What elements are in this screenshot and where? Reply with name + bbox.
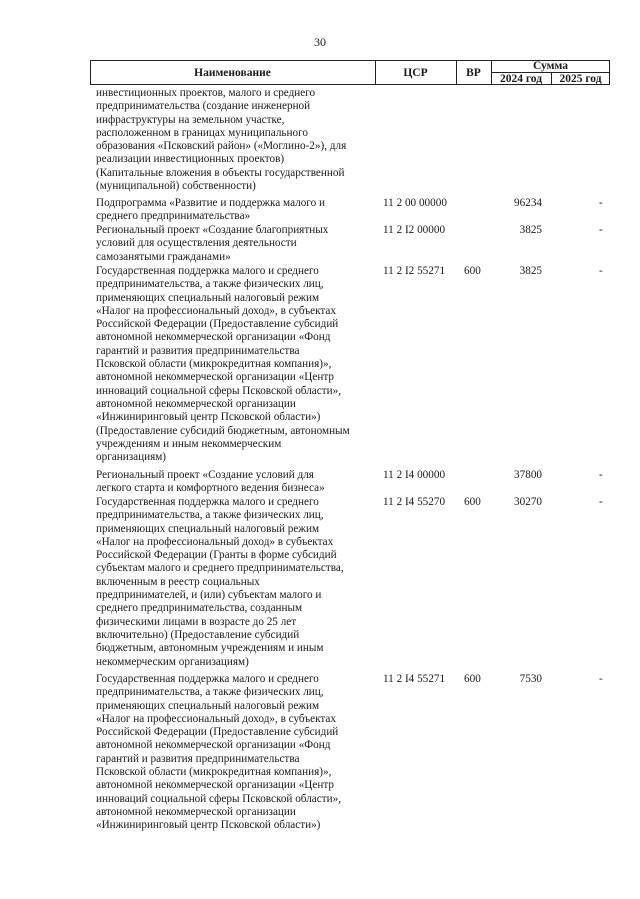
row-name-line: Региональный проект «Создание условий для xyxy=(96,469,314,481)
row-name-line: автономной некоммерческой организации «Фонд xyxy=(96,739,331,752)
row-name-line: легкого старта и комфортного ведения бизнеса» xyxy=(96,482,325,495)
row-amount-2024: 3825 xyxy=(519,224,542,236)
row-name-line: инфраструктуры на земельном участке, xyxy=(96,113,285,126)
row-name-line: Псковской области (микрокредитная компания)», xyxy=(96,766,332,779)
row-name-line: автономной некоммерческой организации «Центр xyxy=(96,371,334,384)
row-name-line: «Инжиниринговый центр Псковской области») xyxy=(96,411,321,424)
header-sum: Сумма xyxy=(533,60,568,72)
row-name-line: инноваций социальной сферы Псковской области», xyxy=(96,384,342,397)
row-vr: 600 xyxy=(464,496,481,508)
row-amount-2025: - xyxy=(599,265,603,277)
row-amount-2024: 37800 xyxy=(514,469,542,481)
row-name-line: Государственная поддержка малого и среднего xyxy=(96,265,319,277)
row-name-line: условий для осуществления деятельности xyxy=(96,237,297,250)
row-csr: 11 2 I2 00000 xyxy=(383,224,446,236)
row-csr: 11 2 I4 55271 xyxy=(383,673,446,685)
row-name-line: (муниципальной) собственности) xyxy=(96,180,256,193)
row-csr: 11 2 I4 55270 xyxy=(383,496,446,508)
row-name-line: учреждениям и иным некоммерческим xyxy=(96,437,282,450)
row-name-line: Подпрограмма «Развитие и поддержка малого и xyxy=(96,197,325,209)
row-name-line: среднего предпринимательства, созданным xyxy=(96,602,303,615)
row-amount-2025: - xyxy=(599,469,603,481)
row-name-line: некоммерческим организациям) xyxy=(96,655,249,668)
row-name-line: включительно) (Предоставление субсидий xyxy=(96,628,300,641)
header-name: Наименование xyxy=(194,67,271,79)
header-year-2024: 2024 год xyxy=(499,73,543,85)
row-amount-2025: - xyxy=(599,496,603,508)
row-name-line: применяющих специальный налоговый режим xyxy=(96,522,320,535)
row-name-line: «Налог на профессиональный доход», в субъектах xyxy=(96,304,336,317)
row-name-line: физическими лицами в возрасте до 25 лет xyxy=(96,615,297,628)
row-name-line: Псковской области (микрокредитная компания)», xyxy=(96,358,332,371)
row-amount-2024: 96234 xyxy=(514,197,542,209)
row-csr: 11 2 I2 55271 xyxy=(383,265,446,277)
row-name-line: предпринимательства, а также физических лиц, xyxy=(96,278,324,291)
row-name-line: образования «Псковский район» («Моглино-2»), для xyxy=(96,140,347,153)
row-amount-2024: 30270 xyxy=(514,496,542,508)
row-name-line: реализации инвестиционных проектов) xyxy=(96,153,285,166)
row-vr: 600 xyxy=(464,673,481,685)
row-name-line: организациям) xyxy=(96,451,167,464)
row-amount-2025: - xyxy=(599,673,603,685)
row-vr: 600 xyxy=(464,265,481,277)
row-csr: 11 2 00 00000 xyxy=(383,197,447,209)
row-csr: 11 2 I4 00000 xyxy=(383,469,446,481)
row-name-line: среднего предпринимательства» xyxy=(96,210,251,223)
row-name-line: гарантий и развития предпринимательства xyxy=(96,752,300,765)
row-name-line: расположенном в границах муниципального xyxy=(96,126,309,139)
row-name-line: инвестиционных проектов, малого и среднего xyxy=(96,87,316,99)
row-name xyxy=(96,673,381,833)
row-name-line: предпринимательства (создание инженерной xyxy=(96,100,311,113)
row-name-line: Государственная поддержка малого и среднего xyxy=(96,496,319,508)
row-name-line: автономной некоммерческой организации xyxy=(96,397,296,410)
header-year-2025: 2025 год xyxy=(559,73,602,85)
row-name-line: бюджетным, автономным учреждениям и иным xyxy=(96,642,324,655)
row-name-line: инноваций социальной сферы Псковской области», xyxy=(96,792,342,805)
row-name-line: гарантий и развития предпринимательства xyxy=(96,344,300,357)
row-name-line: «Налог на профессиональный доход» в субъектах xyxy=(96,535,334,548)
header-vr: ВР xyxy=(466,67,481,79)
row-name-line: «Налог на профессиональный доход», в субъектах xyxy=(96,712,336,725)
row-name-line: автономной некоммерческой организации xyxy=(96,805,296,818)
row-name xyxy=(96,197,381,224)
row-name-line: применяющих специальный налоговый режим xyxy=(96,291,320,304)
row-name xyxy=(96,224,381,264)
row-name-line: Региональный проект «Создание благоприятных xyxy=(96,224,329,236)
row-name-line: предпринимательства, а также физических лиц, xyxy=(96,509,324,522)
header-csr: ЦСР xyxy=(403,67,428,79)
row-name-line: (Предоставление субсидий бюджетным, автономным xyxy=(96,424,350,437)
row-amount-2025: - xyxy=(599,224,603,236)
row-name xyxy=(96,87,381,193)
row-name xyxy=(96,496,381,669)
row-name xyxy=(96,265,381,464)
row-amount-2024: 7530 xyxy=(519,673,542,685)
row-amount-2025: - xyxy=(599,197,603,209)
row-name-line: включенным в реестр социальных xyxy=(96,575,260,588)
row-name-line: самозанятыми гражданами» xyxy=(96,250,231,263)
row-name-line: Российской Федерации (Предоставление субсидий xyxy=(96,318,339,331)
row-name xyxy=(96,469,381,496)
row-name-line: автономной некоммерческой организации «Фонд xyxy=(96,331,331,344)
row-name-line: (Капитальные вложения в объекты государственной xyxy=(96,166,345,179)
row-name-line: субъектам малого и среднего предпринимательства, xyxy=(96,562,344,575)
row-name-line: автономной некоммерческой организации «Центр xyxy=(96,779,334,792)
row-name-line: Российской Федерации (Предоставление субсидий xyxy=(96,726,339,739)
row-name-line: предпринимательства, а также физических лиц, xyxy=(96,686,324,699)
row-name-line: применяющих специальный налоговый режим xyxy=(96,699,320,712)
row-name-line: Российской Федерации (Гранты в форме субсидий xyxy=(96,549,337,562)
page-number: 30 xyxy=(314,35,326,49)
row-name-line: Государственная поддержка малого и среднего xyxy=(96,673,319,685)
row-name-line: предпринимателей, и (или) субъектам малого и xyxy=(96,589,322,602)
row-amount-2024: 3825 xyxy=(519,265,542,277)
row-name-line: «Инжиниринговый центр Псковской области») xyxy=(96,819,321,832)
